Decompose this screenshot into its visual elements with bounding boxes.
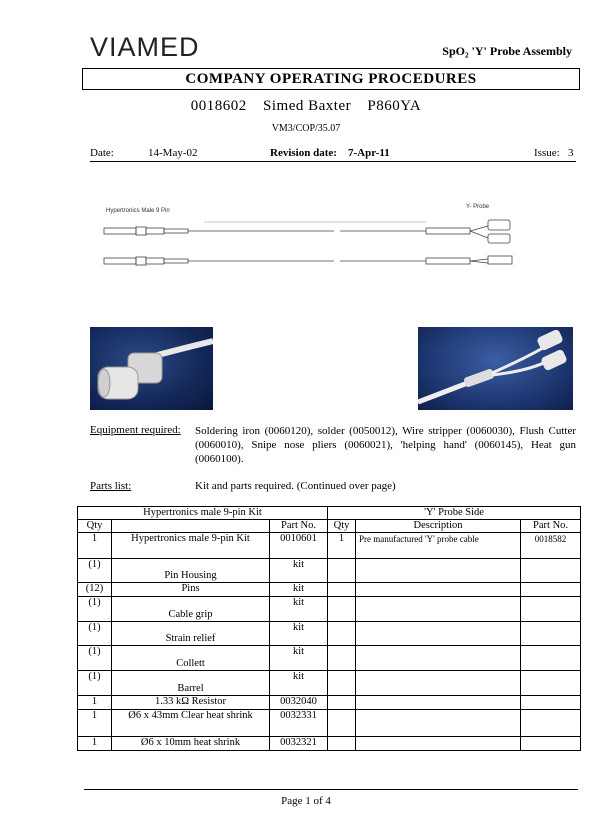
left-group-header: Hypertronics male 9-pin Kit <box>78 507 328 520</box>
revision-date: 7-Apr-11 <box>348 147 390 159</box>
row-qty2 <box>328 671 356 696</box>
footer-rule <box>84 789 578 790</box>
date-line <box>90 147 576 162</box>
row-qty2 <box>328 583 356 597</box>
model-number: P860YA <box>367 98 422 114</box>
reference-code: VM3/COP/35.07 <box>271 123 341 134</box>
row-qty: (1) <box>78 597 112 622</box>
row-desc: Hypertronics male 9-pin Kit <box>112 533 270 559</box>
row-part: kit <box>270 622 328 646</box>
row-part2 <box>521 737 581 751</box>
cable-diagram <box>96 196 526 274</box>
row-qty2 <box>328 696 356 710</box>
row-qty2 <box>328 597 356 622</box>
col-qty2: Qty <box>328 520 356 533</box>
right-group-header: 'Y' Probe Side <box>328 507 581 520</box>
equipment-text: Soldering iron (0060120), solder (0050012), Wire stripper (0060030), Flush Cutter (0060010), Snipe nose pliers (0060021), 'helping hand' (0060145), Heat gun (0060100). <box>195 425 576 465</box>
row-qty: (1) <box>78 622 112 646</box>
row-part: kit <box>270 597 328 622</box>
revision-label: Revision date: <box>270 147 337 159</box>
row-qty2 <box>328 737 356 751</box>
row-qty: 1 <box>78 696 112 710</box>
date-label: Date: <box>90 147 114 159</box>
row-qty: 1 <box>78 710 112 737</box>
parts-text: Kit and parts required. (Continued over page) <box>195 480 396 492</box>
row-desc2 <box>356 710 521 737</box>
row-part: 0032331 <box>270 710 328 737</box>
row-part: 0032040 <box>270 696 328 710</box>
row-qty: (12) <box>78 583 112 597</box>
row-part: 0010601 <box>270 533 328 559</box>
row-part2 <box>521 597 581 622</box>
row-desc2 <box>356 696 521 710</box>
col-desc-empty <box>112 520 270 533</box>
table-column-header <box>78 520 581 533</box>
document-title: COMPANY OPERATING PROCEDURES <box>82 68 580 90</box>
row-desc: Collett <box>112 646 270 671</box>
table-row <box>78 622 581 646</box>
row-qty2 <box>328 559 356 583</box>
upper-cable <box>104 220 510 243</box>
row-part: 0032321 <box>270 737 328 751</box>
row-desc: Pins <box>112 583 270 597</box>
issue-value: 3 <box>568 147 574 159</box>
row-desc: Pin Housing <box>112 559 270 583</box>
row-part: kit <box>270 583 328 597</box>
col-part2: Part No. <box>521 520 581 533</box>
lower-cable <box>104 256 512 265</box>
diagram-left-label: Hypertronics Male 9 Pin <box>106 208 170 214</box>
page-number: Page 1 of 4 <box>281 795 331 807</box>
table-row <box>78 559 581 583</box>
table-row <box>78 533 581 559</box>
row-part2: 0018582 <box>521 533 581 559</box>
row-desc2 <box>356 646 521 671</box>
row-desc2 <box>356 583 521 597</box>
doc-number: 0018602 <box>190 98 247 114</box>
table-row <box>78 597 581 622</box>
col-desc: Description <box>356 520 521 533</box>
row-qty2 <box>328 710 356 737</box>
table-group-header <box>78 507 581 520</box>
row-desc2 <box>356 737 521 751</box>
row-part: kit <box>270 559 328 583</box>
row-part: kit <box>270 671 328 696</box>
row-part: kit <box>270 646 328 671</box>
row-part2 <box>521 559 581 583</box>
row-qty2: 1 <box>328 533 356 559</box>
company-logo: VIAMED <box>90 32 200 62</box>
row-qty2 <box>328 622 356 646</box>
row-part2 <box>521 671 581 696</box>
date-value: 14-May-02 <box>148 147 198 159</box>
row-part2 <box>521 696 581 710</box>
row-desc: Strain relief <box>112 622 270 646</box>
table-row <box>78 710 581 737</box>
connector-photo <box>90 327 213 410</box>
row-qty: 1 <box>78 533 112 559</box>
row-qty: (1) <box>78 559 112 583</box>
doc-id-line <box>0 98 612 115</box>
row-desc: Ø6 x 10mm heat shrink <box>112 737 270 751</box>
row-part2 <box>521 622 581 646</box>
parts-table <box>77 506 581 751</box>
row-part2 <box>521 646 581 671</box>
row-qty: 1 <box>78 737 112 751</box>
row-desc: Ø6 x 43mm Clear heat shrink <box>112 710 270 737</box>
row-qty2 <box>328 646 356 671</box>
row-desc2 <box>356 671 521 696</box>
y-probe-photo <box>418 327 573 410</box>
row-desc2 <box>356 622 521 646</box>
col-part: Part No. <box>270 520 328 533</box>
table-row <box>78 583 581 597</box>
row-qty: (1) <box>78 646 112 671</box>
diagram-right-label: Y- Probe <box>466 204 490 210</box>
row-desc2 <box>356 597 521 622</box>
row-desc: 1.33 kΩ Resistor <box>112 696 270 710</box>
row-desc2: Pre manufactured 'Y' probe cable <box>356 533 521 559</box>
issue-label: Issue: <box>534 147 560 159</box>
table-row <box>78 737 581 751</box>
table-row <box>78 671 581 696</box>
document-subtitle: SpO₂ 'Y' Probe Assembly <box>442 44 572 58</box>
row-part2 <box>521 710 581 737</box>
col-qty: Qty <box>78 520 112 533</box>
equipment-label: Equipment required: <box>90 424 181 436</box>
row-part2 <box>521 583 581 597</box>
customer-name: Simed Baxter <box>263 98 352 114</box>
row-desc: Cable grip <box>112 597 270 622</box>
table-row <box>78 696 581 710</box>
row-desc2 <box>356 559 521 583</box>
row-desc: Barrel <box>112 671 270 696</box>
row-qty: (1) <box>78 671 112 696</box>
parts-label: Parts list: <box>90 480 132 492</box>
table-row <box>78 646 581 671</box>
